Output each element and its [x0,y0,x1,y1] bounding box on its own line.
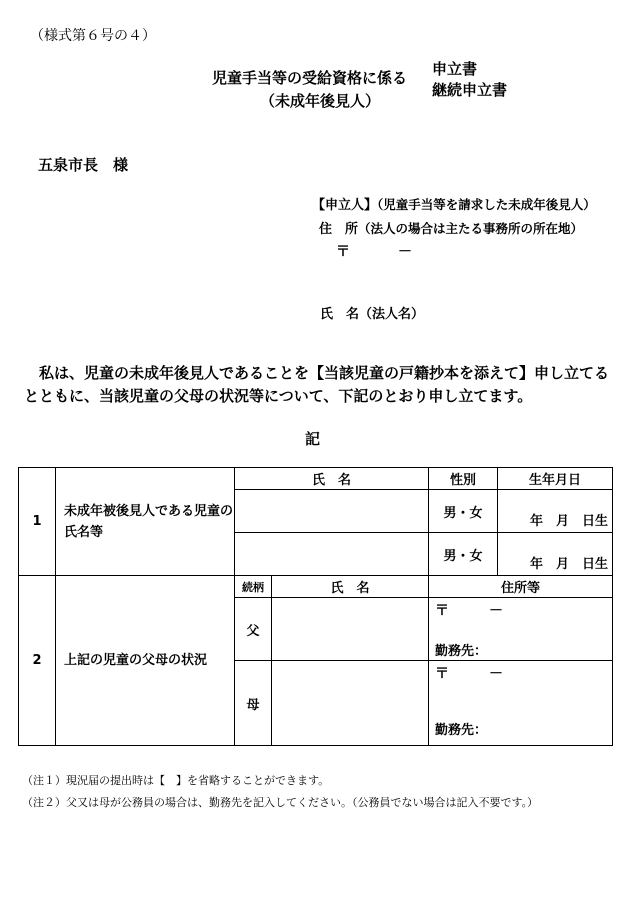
note-1: （注１）現況届の提出時は【 】を省略することができます。 [22,774,330,787]
child2-name-field[interactable] [235,533,429,576]
section2-col-name: 氏 名 [272,576,429,598]
child1-gender-field[interactable]: 男・女 [429,490,498,533]
postal-dash: － [489,603,504,619]
mother-name-field[interactable] [272,661,429,746]
child2-birth-field[interactable]: 年 月 日生 [498,533,613,576]
note-2: （注２）父又は母が公務員の場合は、勤務先を記入してください。（公務員でない場合は記入不要です。） [22,796,539,809]
section1-label: 未成年被後見人である児童の氏名等 [56,468,235,576]
postal-dash: － [489,666,504,682]
document-title: 児童手当等の受給資格に係る [212,69,408,87]
mother-postal [435,663,612,683]
ki-heading: 記 [305,430,321,448]
mother-label: 母 [235,661,272,746]
document-subtitle: （未成年後見人） [260,92,381,110]
child2-gender-field[interactable]: 男・女 [429,533,498,576]
section2-label: 上記の児童の父母の状況 [56,576,235,746]
postal-dash: － [398,244,412,260]
details-table [18,467,613,746]
addressee: 五泉市長 様 [38,156,129,174]
section1-col-name: 氏 名 [235,468,429,490]
section1-col-gender: 性別 [429,468,498,490]
title-option-application: 申立書 [432,60,478,78]
mother-address-field[interactable] [429,661,613,746]
father-name-field[interactable] [272,598,429,661]
statement-text: 私は、児童の未成年後見人であることを【当該児童の戸籍抄本を添えて】申し立てるとともに、当該児童の父母の状況等について、下記のとおり申し立てます。 [24,364,610,405]
mother-workplace-label: 勤務先： [435,723,488,738]
child1-name-field[interactable] [235,490,429,533]
applicant-address [319,218,583,237]
section1-col-birth: 生年月日 [498,468,613,490]
father-workplace-label: 勤務先： [435,644,488,659]
table-row [19,468,613,490]
form-number: （様式第６号の４） [30,28,156,44]
father-address-field[interactable] [429,598,613,661]
postal-mark: 〒 [435,666,450,682]
applicant-header-label: 【申立人】 [312,198,378,213]
section2-number: 2 [19,576,56,746]
title-option-continued-application: 継続申立書 [432,81,508,99]
father-postal [435,600,612,620]
applicant-header-note: （児童手当等を請求した未成年後見人） [377,197,596,212]
applicant-address-label: 住 所 [319,222,359,237]
applicant-header [312,194,596,213]
postal-mark: 〒 [435,603,450,619]
section2-col-relation: 続柄 [235,576,272,598]
postal-mark: 〒 [336,244,350,260]
applicant-name-label: 氏 名（法人名） [320,307,425,322]
father-label: 父 [235,598,272,661]
applicant-address-note: （法人の場合は主たる事務所の所在地） [358,221,584,236]
child1-birth-field[interactable]: 年 月 日生 [498,490,613,533]
section2-col-address: 住所等 [429,576,613,598]
applicant-postal-code[interactable] [336,241,412,261]
section1-number: 1 [19,468,56,576]
table-row [19,576,613,598]
